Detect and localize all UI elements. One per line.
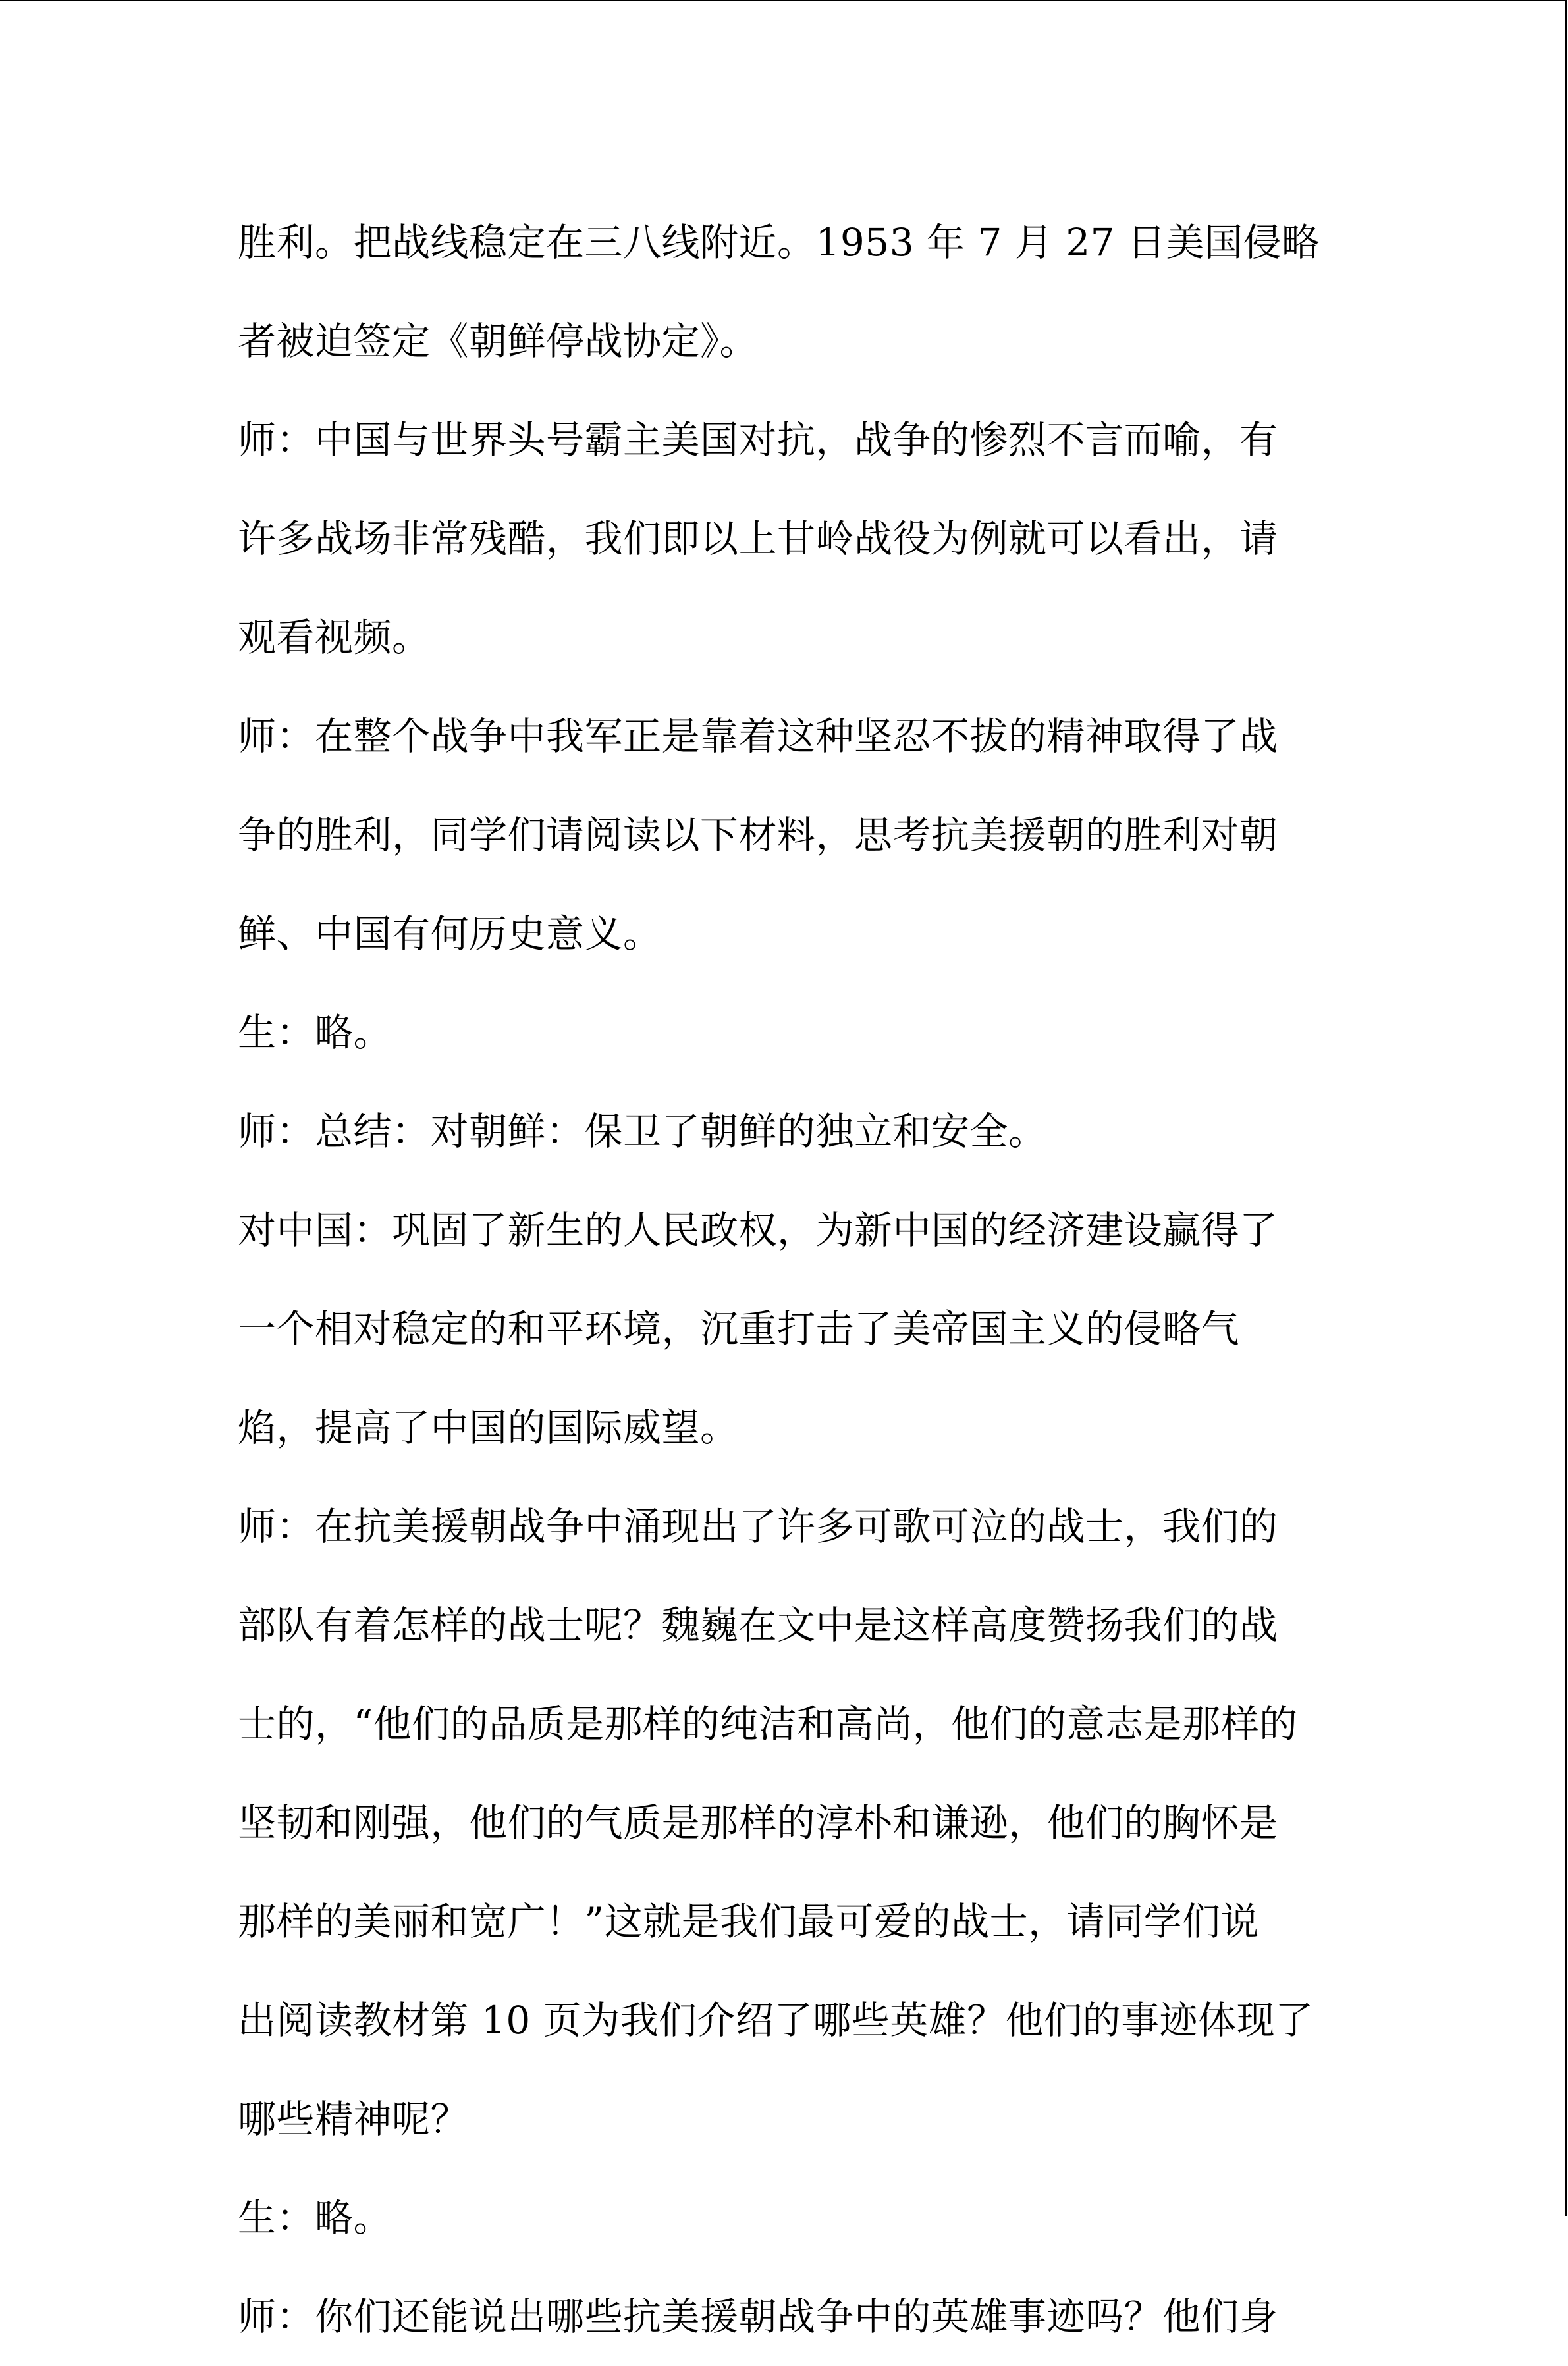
text-line-4: 许多战场非常残酷，我们即以上甘岭战役为例就可以看出，请	[238, 516, 1278, 561]
text-line-18: 那样的美丽和宽广！”这就是我们最可爱的战士，请同学们说	[238, 1899, 1260, 1944]
text-line-13: 焰，提高了中国的国际威望。	[238, 1405, 739, 1450]
text-line-14: 师：在抗美援朝战争中涌现出了许多可歌可泣的战士，我们的	[238, 1504, 1278, 1549]
text-line-17: 坚韧和刚强，他们的气质是那样的淳朴和谦逊，他们的胸怀是	[238, 1800, 1278, 1845]
text-line-1: 胜利。把战线稳定在三八线附近。1953 年 7 月 27 日美国侵略	[238, 220, 1320, 265]
text-line-20: 哪些精神呢？	[238, 2097, 470, 2141]
text-line-21: 生：略。	[238, 2195, 392, 2240]
text-line-15: 部队有着怎样的战士呢？魏巍在文中是这样高度赞扬我们的战	[238, 1603, 1278, 1648]
text-line-6: 师：在整个战争中我军正是靠着这种坚忍不拔的精神取得了战	[238, 714, 1278, 759]
text-line-12: 一个相对稳定的和平环境，沉重打击了美帝国主义的侵略气	[238, 1306, 1240, 1351]
text-line-10: 师：总结：对朝鲜：保卫了朝鲜的独立和安全。	[238, 1109, 1047, 1154]
text-line-5: 观看视频。	[238, 615, 431, 660]
text-line-22: 师：你们还能说出哪些抗美援朝战争中的英雄事迹吗？他们身	[238, 2294, 1278, 2339]
text-line-7: 争的胜利，同学们请阅读以下材料，思考抗美援朝的胜利对朝	[238, 813, 1278, 857]
text-line-16: 士的，“他们的品质是那样的纯洁和高尚，他们的意志是那样的	[238, 1702, 1298, 1746]
text-line-3: 师：中国与世界头号霸主美国对抗，战争的惨烈不言而喻，有	[238, 417, 1278, 462]
document-body	[238, 193, 1344, 2366]
text-line-9: 生：略。	[238, 1010, 392, 1055]
text-line-19: 出阅读教材第 10 页为我们介绍了哪些英雄？他们的事迹体现了	[238, 1998, 1314, 2043]
text-line-2: 者被迫签定《朝鲜停战协定》。	[238, 319, 759, 363]
text-line-11: 对中国：巩固了新生的人民政权，为新中国的经济建设赢得了	[238, 1208, 1278, 1252]
text-line-8: 鲜、中国有何历史意义。	[238, 911, 662, 956]
